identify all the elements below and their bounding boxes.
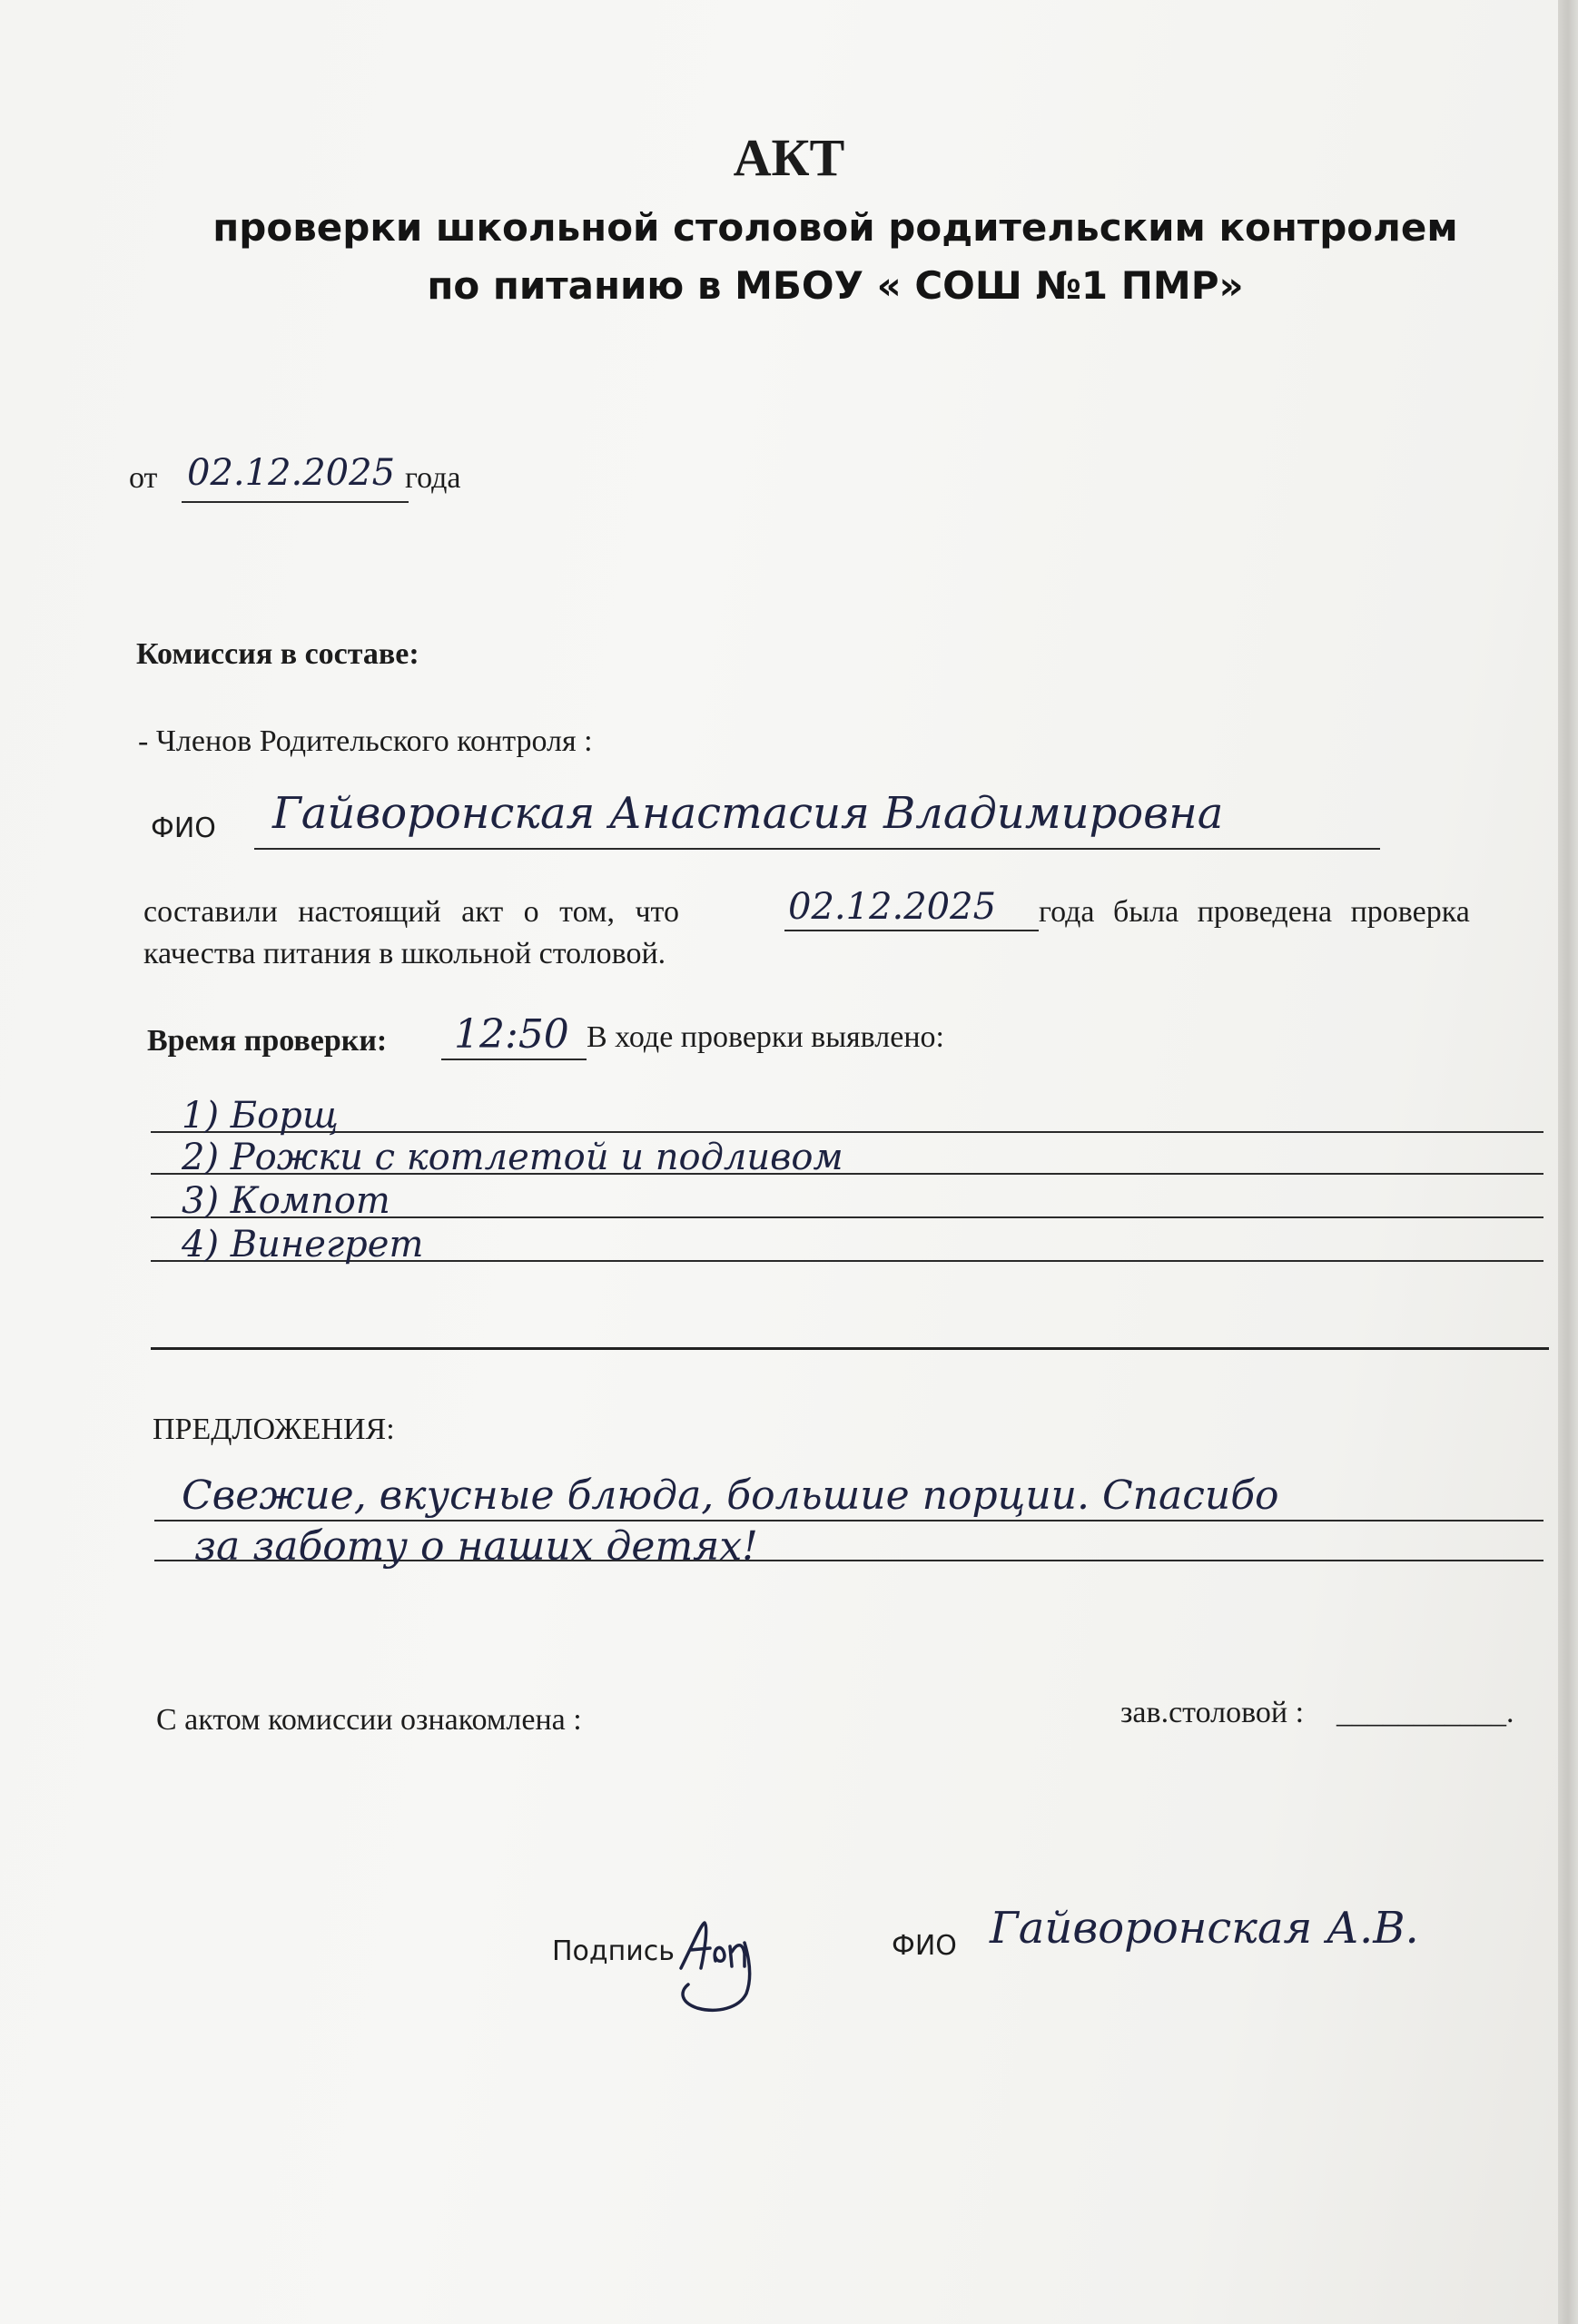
acknowledgement-label: С актом комиссии ознакомлена : [156,1703,582,1737]
document-subtitle-line1: проверки школьной столовой родительским контролем [212,205,1458,250]
canteen-head-blank: ___________. [1336,1696,1514,1729]
statement-line2: качества питания в школьной столовой. [143,937,666,970]
finding-item: 4) Винегрет [182,1224,424,1265]
signer-fio-label: ФИО [892,1930,957,1962]
members-label: - Членов Родительского контроля : [138,724,593,758]
finding-item: 1) Борщ [182,1095,339,1137]
statement-part2: года была проведена проверка [1039,895,1470,929]
proposal-line-1 [154,1520,1543,1521]
member-fio-label: ФИО [151,812,216,844]
statement-date-underline [784,930,1039,931]
document-subtitle-line2: по питанию в МБОУ « СОШ №1 ПМР» [427,263,1244,308]
member-fio-underline [254,848,1380,850]
inspection-time-handwritten: 12:50 [454,1011,569,1058]
signer-fio-handwritten: Гайворонская А.В. [990,1903,1419,1954]
canteen-head-label: зав.столовой : [1120,1696,1305,1729]
finding-item: 3) Компот [182,1180,390,1222]
findings-separator [151,1347,1549,1350]
handwritten-signature [668,1906,795,2034]
inspection-time-underline [441,1059,587,1060]
proposal-text-line1: Свежие, вкусные блюда, большие порции. Спасибо [182,1472,1279,1519]
signature-label: Подпись [552,1935,675,1967]
commission-heading: Комиссия в составе: [136,637,419,671]
date-prefix: от [129,461,158,495]
date-underline [182,501,409,503]
inspection-found-label: В ходе проверки выявлено: [587,1020,944,1054]
proposals-heading: ПРЕДЛОЖЕНИЯ: [153,1413,395,1446]
proposal-text-line2: за заботу о наших детях! [194,1523,758,1570]
statement-date-handwritten: 02.12.2025 [788,886,997,928]
finding-item: 2) Рожки с котлетой и подливом [182,1137,843,1178]
inspection-time-label: Время проверки: [147,1024,388,1058]
date-handwritten: 02.12.2025 [187,452,396,494]
finding-line-1 [151,1131,1543,1133]
statement-part1: составили настоящий акт о том, что [143,895,679,929]
member-fio-handwritten: Гайворонская Анастасия Владимировна [272,788,1224,839]
document-title: АКТ [733,128,845,187]
date-suffix: года [405,461,461,495]
paper-stack-edge [1558,0,1578,2324]
